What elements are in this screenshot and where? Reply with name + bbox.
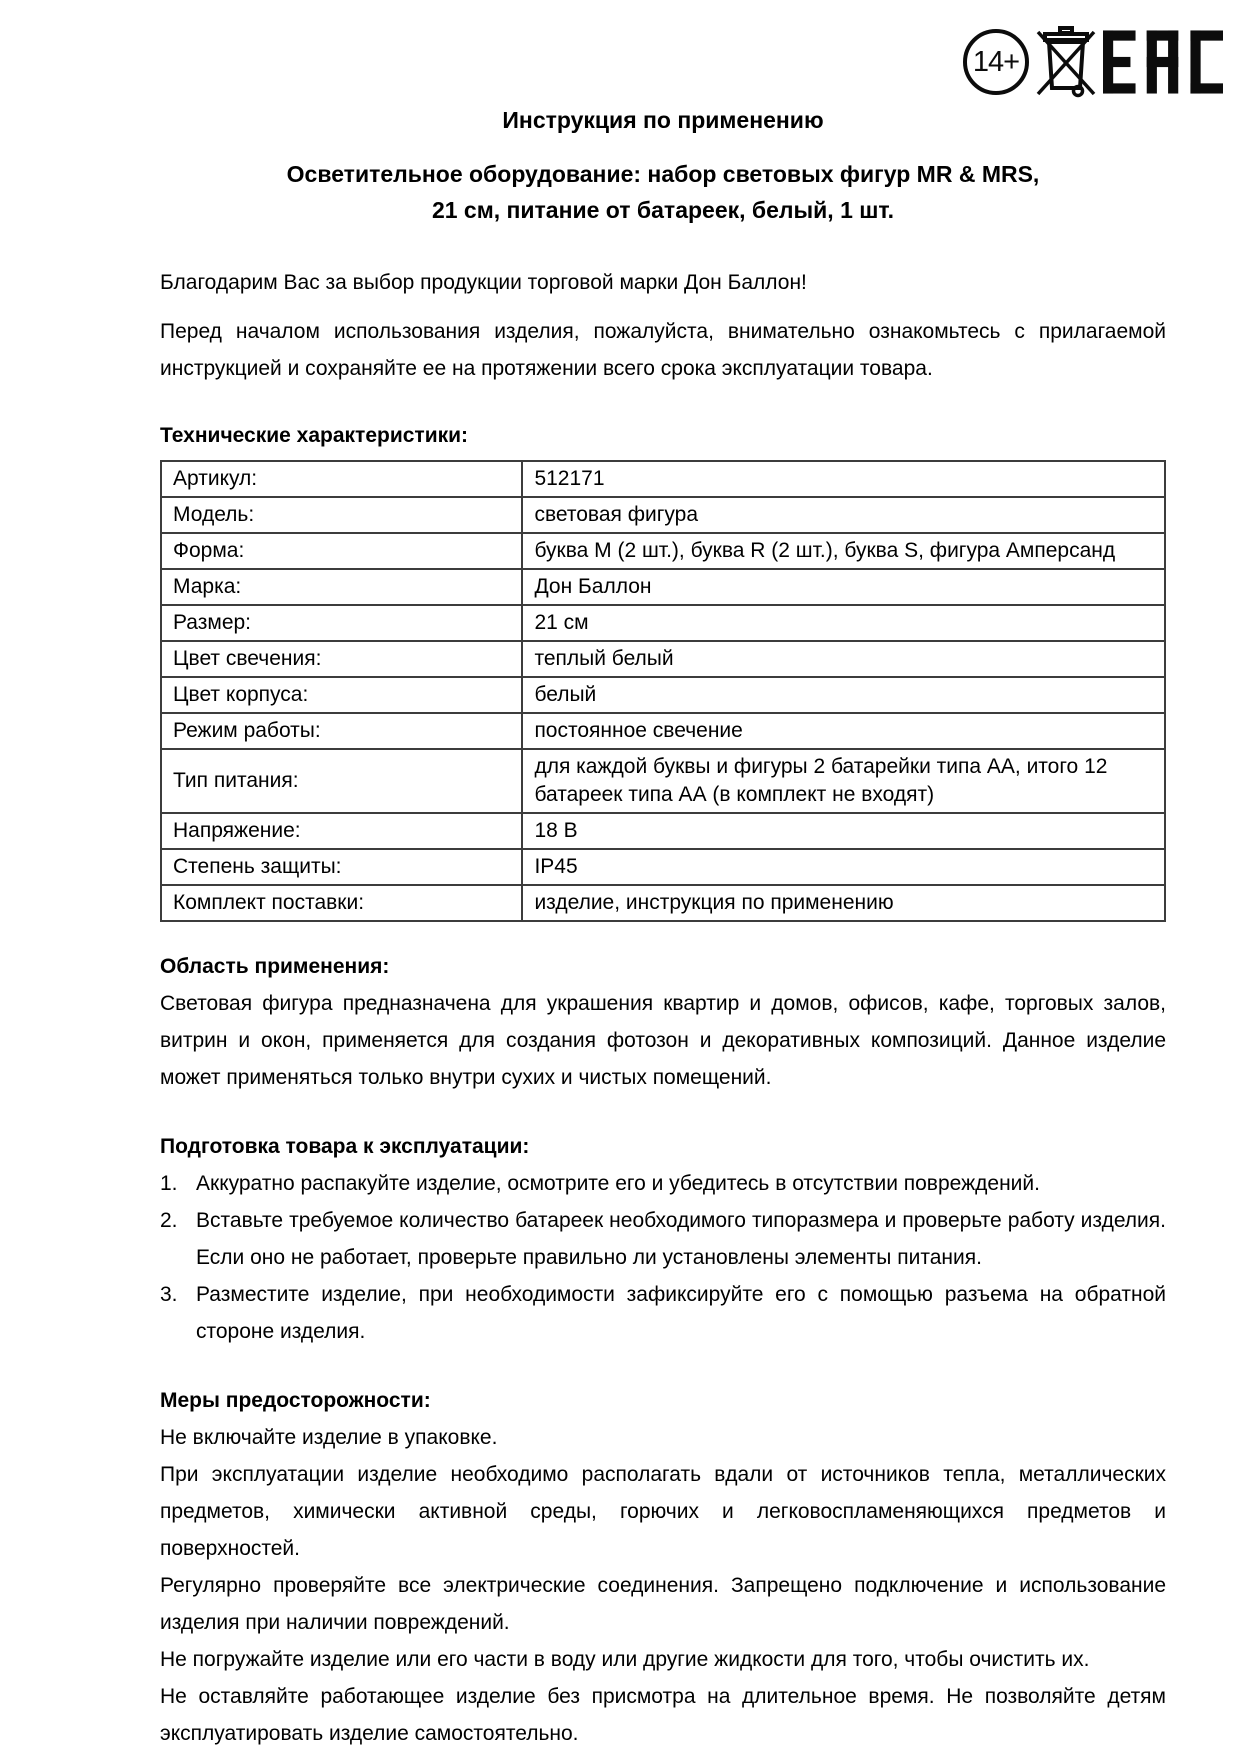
list-item-number: 3. (160, 1283, 178, 1306)
spec-label: Напряжение: (161, 813, 522, 849)
spec-value: буква M (2 шт.), буква R (2 шт.), буква S, фигура Амперсанд (522, 533, 1165, 569)
spec-row (161, 885, 1165, 921)
spec-value: световая фигура (522, 497, 1165, 533)
preparation-heading: Подготовка товара к эксплуатации: (160, 1135, 530, 1158)
safety-paragraphs (160, 1419, 1166, 1755)
eac-mark-icon (1103, 30, 1223, 94)
spec-label: Цвет корпуса: (161, 677, 522, 713)
spec-label: Модель: (161, 497, 522, 533)
list-item-text: Разместите изделие, при необходимости зафиксируйте его с помощью разъема на обратной стороне изделия. (196, 1283, 1166, 1343)
spec-value: постоянное свечение (522, 713, 1165, 749)
spec-row (161, 533, 1165, 569)
age-rating-label: 14+ (972, 45, 1020, 78)
preparation-list (160, 1165, 1166, 1350)
spec-value: для каждой буквы и фигуры 2 батарейки типа АА, итого 12 батареек типа АА (в комплект не входят) (522, 749, 1165, 813)
safety-paragraph: При эксплуатации изделие необходимо располагать вдали от источников тепла, металлических предметов, химически активной среды, горючих и легковоспламеняющихся предметов и поверхностей. (160, 1463, 1166, 1560)
spec-label: Тип питания: (161, 749, 522, 813)
spec-value: Дон Баллон (522, 569, 1165, 605)
list-item-text: Вставьте требуемое количество батареек необходимого типоразмера и проверьте работу изделия. Если оно не работает, проверьте правильно ли установлены элементы питания. (196, 1209, 1166, 1269)
specs-heading: Технические характеристики: (160, 424, 469, 447)
certification-marks (963, 26, 1223, 98)
spec-label: Размер: (161, 605, 522, 641)
product-title-line2: 21 см, питание от батареек, белый, 1 шт. (431, 197, 895, 223)
spec-row (161, 677, 1165, 713)
list-item (160, 1165, 1166, 1202)
list-item (160, 1276, 1166, 1350)
spec-row (161, 605, 1165, 641)
spec-label: Артикул: (161, 461, 522, 497)
document-title: Инструкция по применению (502, 107, 824, 133)
application-paragraph: Световая фигура предназначена для украшения квартир и домов, офисов, кафе, торговых залов, витрин и окон, применяется для создания фотозон и декоративных композиций. Данное изделие может применяться только внутри сухих и чистых помещений. (160, 992, 1166, 1089)
specs-table (160, 460, 1166, 922)
list-item-number: 2. (160, 1209, 178, 1232)
safety-paragraph: Не оставляйте работающее изделие без присмотра на длительное время. Не позволяйте детям эксплуатировать изделие самостоятельно. (160, 1685, 1166, 1745)
safety-paragraph: Регулярно проверяйте все электрические соединения. Запрещено подключение и использование изделия при наличии повреждений. (160, 1574, 1166, 1634)
spec-label: Режим работы: (161, 713, 522, 749)
spec-label: Комплект поставки: (161, 885, 522, 921)
thanks-paragraph: Благодарим Вас за выбор продукции торговой марки Дон Баллон! (160, 271, 807, 294)
safety-heading: Меры предосторожности: (160, 1389, 431, 1412)
spec-value: 512171 (522, 461, 1165, 497)
spec-label: Степень защиты: (161, 849, 522, 885)
spec-row (161, 497, 1165, 533)
document-content (0, 106, 1241, 1755)
product-title (160, 156, 1166, 228)
safety-paragraph: Не включайте изделие в упаковке. (160, 1426, 498, 1449)
spec-value: изделие, инструкция по применению (522, 885, 1165, 921)
spec-row (161, 849, 1165, 885)
safety-paragraph: Не погружайте изделие или его части в воду или другие жидкости для того, чтобы очистить их. (160, 1648, 1090, 1671)
spec-row (161, 813, 1165, 849)
spec-value: IP45 (522, 849, 1165, 885)
spec-row (161, 713, 1165, 749)
application-heading: Область применения: (160, 955, 390, 978)
spec-row (161, 749, 1165, 813)
spec-label: Марка: (161, 569, 522, 605)
weee-bin-icon (1035, 26, 1097, 98)
list-item (160, 1202, 1166, 1276)
spec-label: Цвет свечения: (161, 641, 522, 677)
spec-value: 21 см (522, 605, 1165, 641)
spec-label: Форма: (161, 533, 522, 569)
spec-row (161, 461, 1165, 497)
spec-row (161, 569, 1165, 605)
age-rating-icon (963, 29, 1029, 95)
spec-value: белый (522, 677, 1165, 713)
list-item-number: 1. (160, 1172, 178, 1195)
product-title-line1: Осветительное оборудование: набор световых фигур MR & MRS, (286, 161, 1040, 187)
spec-row (161, 641, 1165, 677)
list-item-text: Аккуратно распакуйте изделие, осмотрите его и убедитесь в отсутствии повреждений. (196, 1172, 1040, 1195)
spec-value: теплый белый (522, 641, 1165, 677)
read-notice-paragraph: Перед началом использования изделия, пожалуйста, внимательно ознакомьтесь с прилагаемой инструкцией и сохраняйте ее на протяжении всего срока эксплуатации товара. (160, 320, 1166, 380)
spec-value: 18 В (522, 813, 1165, 849)
